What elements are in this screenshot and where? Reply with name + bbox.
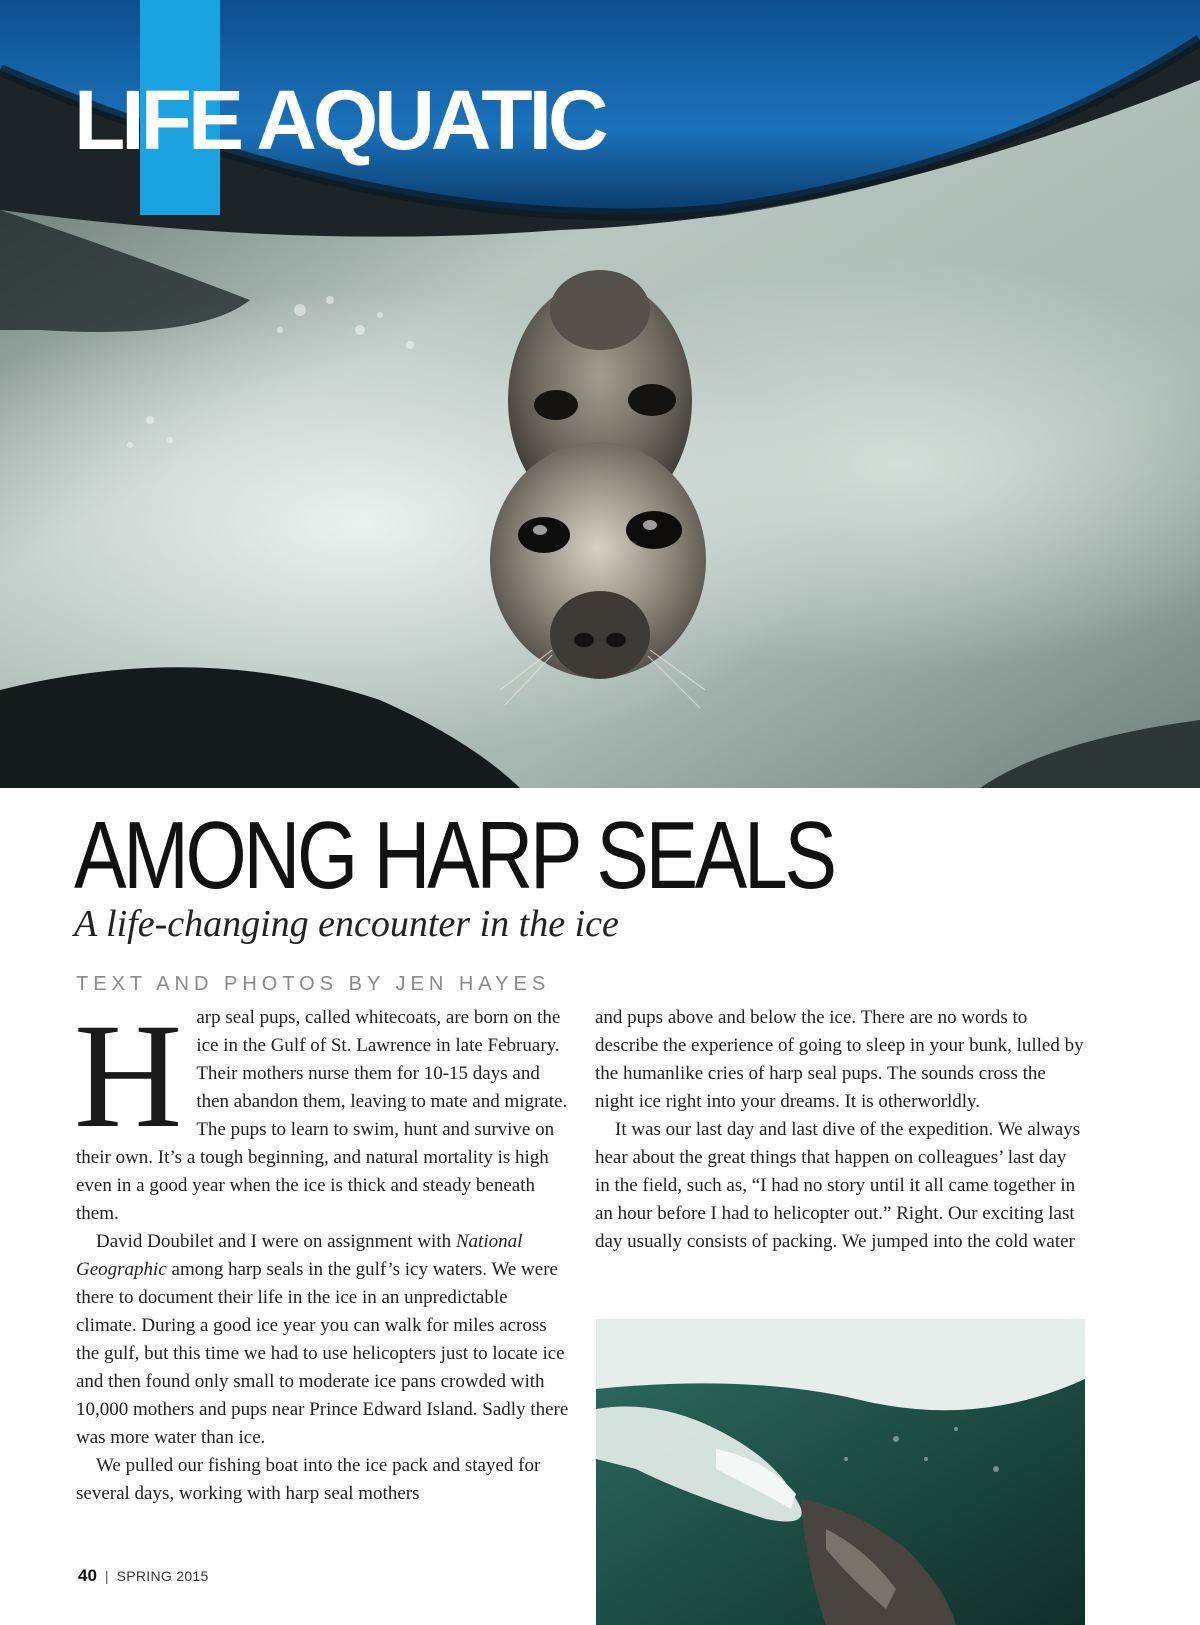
page-number: 40	[78, 1566, 97, 1585]
inset-photo	[596, 1319, 1085, 1625]
publication-name: National Geographic	[76, 1231, 523, 1280]
folio-separator: |	[104, 1568, 109, 1584]
section-title: LIFE AQUATIC	[74, 73, 605, 167]
article-headline: AMONG HARP SEALS	[74, 802, 834, 909]
drop-cap: H	[74, 993, 183, 1159]
issue-label: SPRING 2015	[116, 1568, 209, 1584]
article-byline: TEXT AND PHOTOS BY JEN HAYES	[76, 973, 551, 995]
hero-photo	[0, 0, 1200, 788]
body-paragraph: and pups above and below the ice. There are no words to describe the experience of going to sleep in your bunk, lulled by the humanlike cries of harp seal pups. The sounds cross the night ice right into your dreams. It is otherworldly.	[595, 1007, 1084, 1112]
paragraph-text: David Doubilet and I were on assignment with	[96, 1231, 456, 1252]
body-column-left	[74, 993, 570, 1508]
body-paragraph: It was our last day and last dive of the expedition. We always hear about the great things that happen on colleagues’ last day in the field, such as, “I had no story until it all came together in an hour before I had to helicopter out.” Right. Our exciting last day usually consists of packing. We jumped into the cold water	[595, 1119, 1081, 1252]
body-column-right	[595, 1004, 1085, 1256]
seal-underwater-photo	[596, 1319, 1085, 1625]
article-subhead: A life-changing encounter in the ice	[74, 903, 619, 945]
body-paragraph: We pulled our fishing boat into the ice pack and stayed for several days, working with harp seal mothers	[76, 1455, 541, 1504]
paragraph-text: among harp seals in the gulf’s icy waters. We were there to document their life in the ice in an unpredictable climate. During a good ice year you can walk for miles across the gulf, but this time we had to use helicopters just to locate ice and then found only small to moderate ice pans crowded with 10,000 mothers and pups near Prince Edward Island. Sadly there was more water than ice.	[76, 1259, 569, 1448]
body-paragraph	[76, 1228, 570, 1452]
page-folio	[78, 1566, 209, 1586]
body-paragraph	[74, 993, 570, 1228]
paragraph-text: arp seal pups, called whitecoats, are born on the ice in the Gulf of St. Lawrence in late February. Their mothers nurse them for 10-15 days and then abandon them, leaving to mate and migrate. The pups to learn to swim, hunt and survive on their own. It’s a tough beginning, and natural mortality is high even in a good year when the ice is thick and steady beneath them.	[76, 1007, 568, 1224]
